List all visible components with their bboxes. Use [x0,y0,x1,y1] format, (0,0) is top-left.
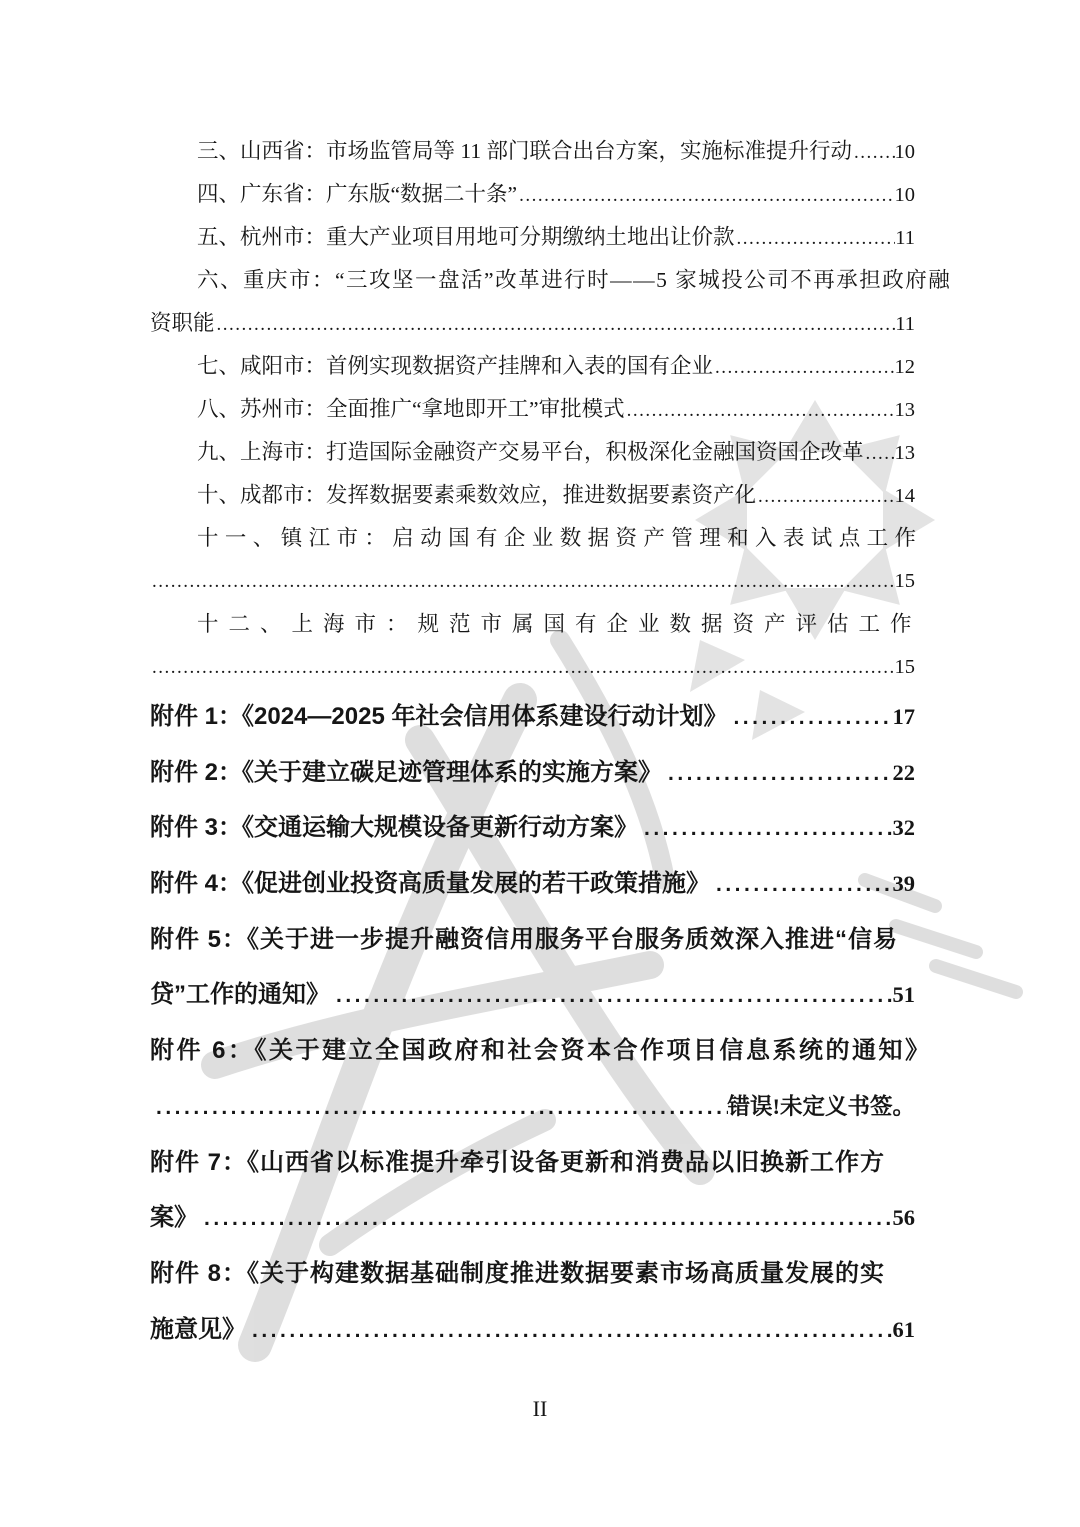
page-number: 13 [894,399,915,421]
page-number-footer: II [532,1396,548,1421]
toc-entry [150,173,915,216]
toc-entry-text: 附件 1：《2024—2025 年社会信用体系建设行动计划》 [150,703,728,730]
toc-entry-text: 八、苏州市：全面推广“拿地即开工”审批模式 [197,397,625,421]
toc-entry [150,1023,932,1079]
dot-leader [727,690,892,746]
toc-entry-text: 附件 6：《关于建立全国政府和社会资本合作项目信息系统的通知》 [150,1037,932,1065]
toc-entry [150,388,915,431]
toc-entry [150,517,923,560]
toc-entry-continuation [150,646,915,689]
toc-entry-text: 附件 5：《关于进一步提升融资信用服务平台服务质效深入推进“信易 [150,925,899,953]
toc-entry-text: 四、广东省：广东版“数据二十条” [197,182,518,206]
toc-entry-text: 资职能 [150,311,215,335]
page-number: 61 [892,1316,915,1342]
page-number: 12 [894,356,915,378]
toc-entry-text: 案》 [150,1204,198,1232]
toc-entry-text: 十一、镇江市：启动国有企业数据资产管理和入表试点工作 [197,526,923,550]
dot-leader [246,1303,893,1359]
toc-entry-text: 十二、上海市：规范市属国有企业数据资产评估工作 [197,612,922,636]
page-number: 13 [894,442,915,464]
toc-entry-text: 附件 8：《关于构建数据基础制度推进数据要素市场高质量发展的实 [150,1259,886,1287]
toc-entry-text: 施意见》 [150,1315,246,1343]
toc-entry [150,800,915,856]
toc-entry-continuation [150,967,915,1023]
page-number: 39 [892,871,915,897]
toc-entry [150,745,915,801]
dot-leader [150,646,895,689]
page-reference-error: 错误!未定义书签。 [727,1093,915,1119]
toc-entry [150,1135,915,1191]
toc-entry-text: 附件 7：《山西省以标准提升牵引设备更新和消费品以旧换新工作方 [150,1148,886,1176]
toc-entry-text: 七、咸阳市：首例实现数据资产挂牌和入表的国有企业 [197,354,714,378]
toc-entry-continuation [150,1190,915,1246]
toc-entry-continuation [150,560,915,603]
toc-entry [150,1246,915,1302]
table-of-contents [150,130,952,1357]
toc-entry [150,474,915,517]
dot-leader [852,131,895,174]
page-number: 11 [895,227,915,249]
toc-entry-text: 六、重庆市：“三攻坚一盘活”改革进行时——5 家城投公司不再承担政府融 [197,268,952,292]
page-number: 15 [894,570,915,592]
toc-entry-text: 附件 2：《关于建立碳足迹管理体系的实施方案》 [150,758,663,786]
toc-entry [150,603,922,646]
dot-leader [625,389,895,432]
toc-entry-text: 五、杭州市：重大产业项目用地可分期缴纳土地出让价款 [197,225,735,249]
page-number: 22 [892,759,915,785]
toc-entry-continuation [150,1302,915,1358]
dot-leader [864,432,895,475]
dot-leader [198,1191,893,1247]
page-number: 32 [892,815,915,841]
toc-entry [150,689,915,745]
page-number: 10 [894,141,915,163]
toc-entry [150,345,915,388]
dot-leader [517,174,894,217]
toc-city-section [150,130,952,689]
toc-attachment-section [150,689,932,1357]
dot-leader [330,968,893,1024]
toc-entry-text: 贷”工作的通知》 [150,981,330,1009]
dot-leader [735,217,896,260]
toc-entry [150,856,915,912]
page-number: 11 [895,313,915,335]
toc-entry-continuation [150,302,915,345]
dot-leader [713,346,894,389]
toc-entry-continuation [150,1079,915,1135]
toc-entry-text: 附件 4：《促进创业投资高质量发展的若干政策措施》 [150,870,711,898]
toc-entry [150,216,915,259]
dot-leader [150,1080,728,1136]
toc-entry [150,130,915,173]
toc-entry [150,912,915,968]
dot-leader [150,560,895,603]
toc-entry-text: 三、山西省：市场监管局等 11 部门联合出台方案，实施标准提升行动 [197,139,852,163]
dot-leader [638,801,892,857]
dot-leader [756,475,894,518]
toc-entry-text: 九、上海市：打造国际金融资产交易平台，积极深化金融国资国企改革 [197,440,864,464]
toc-entry [150,259,952,302]
dot-leader [215,303,896,346]
toc-entry-text: 十、成都市：发挥数据要素乘数效应，推进数据要素资产化 [197,483,757,507]
page-number: 17 [892,704,915,729]
page-number: 10 [894,184,915,206]
page-number: 15 [894,656,915,678]
page-number: 14 [894,485,915,507]
page-number: 51 [892,982,915,1008]
toc-entry [150,431,915,474]
page-number: 56 [892,1205,915,1231]
toc-entry-text: 附件 3：《交通运输大规模设备更新行动方案》 [150,814,639,842]
dot-leader [662,746,892,802]
dot-leader [710,857,892,913]
